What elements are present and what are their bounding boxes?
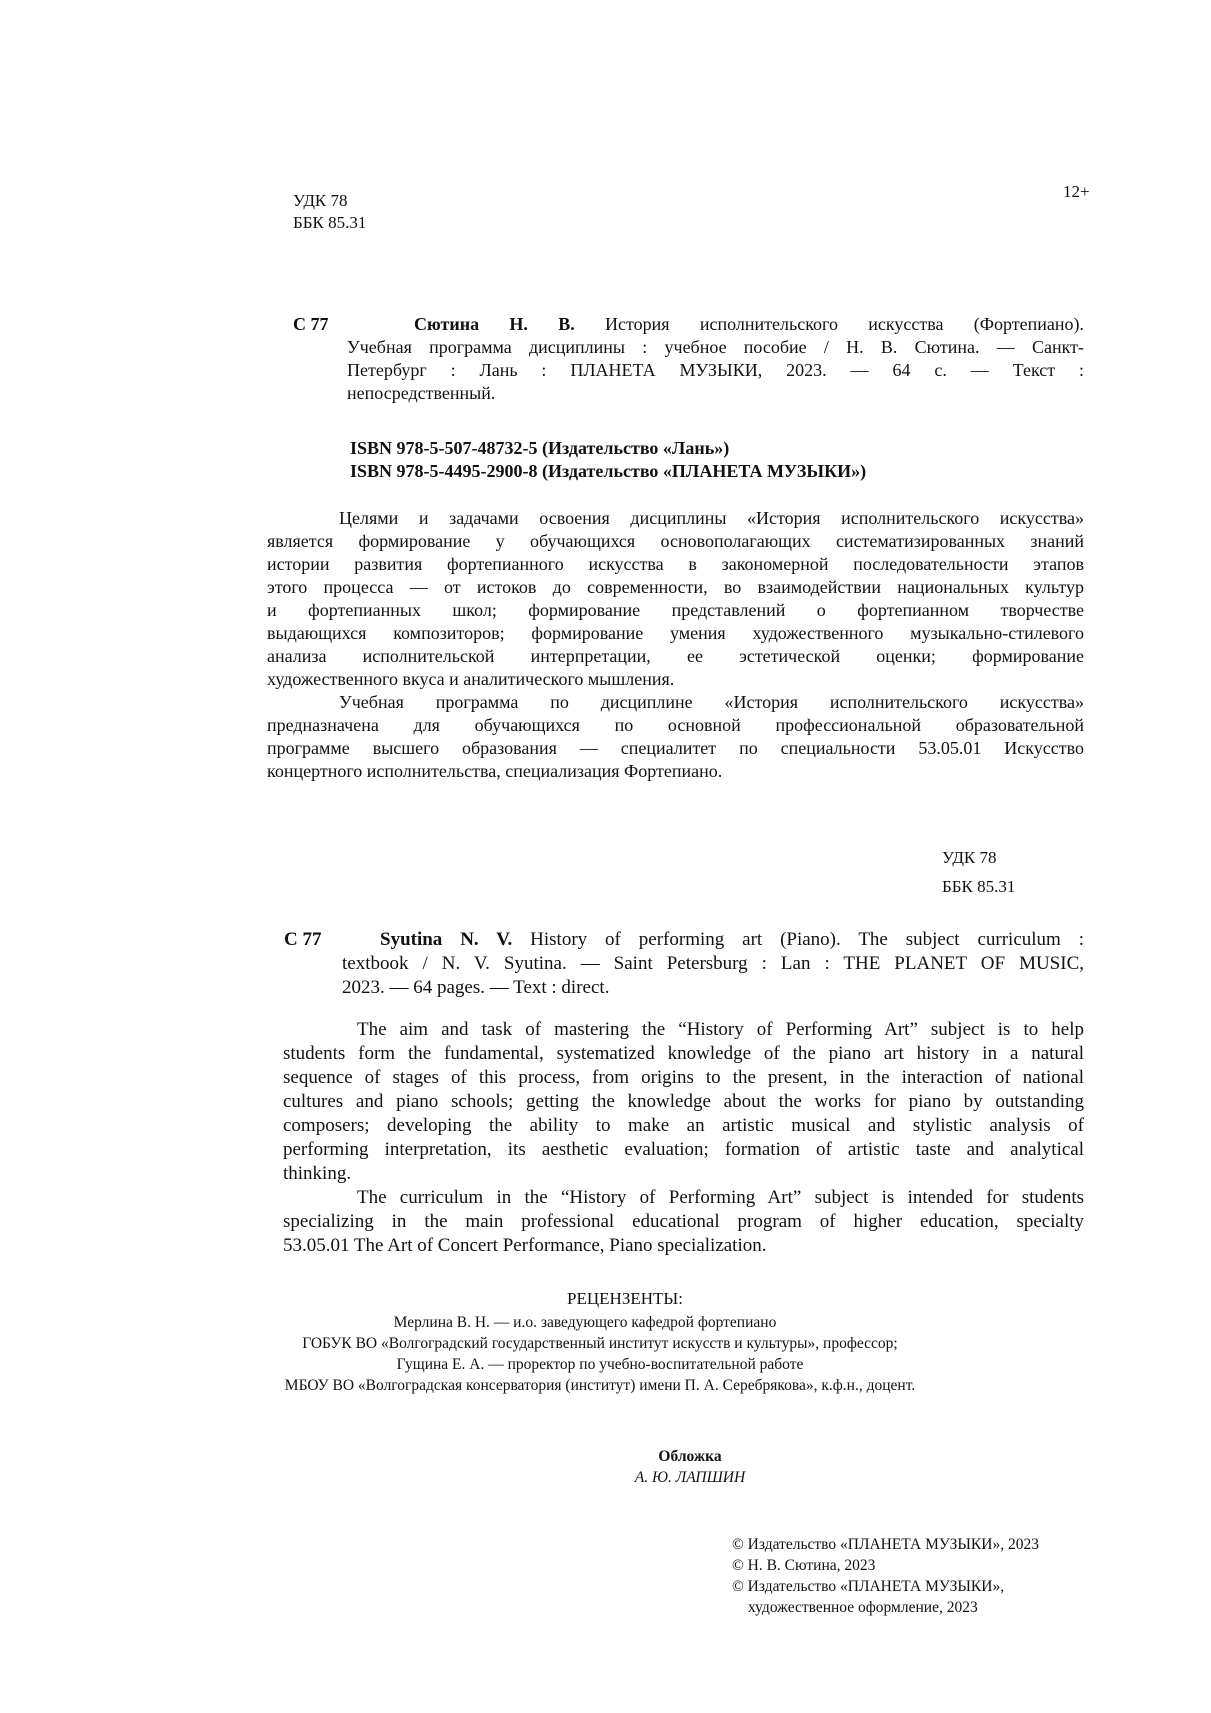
udk-code: УДК 78	[293, 191, 348, 210]
ru-abstract-line: и фортепианных школ; формирование представлений о фортепианном творчестве	[267, 600, 1084, 620]
en-entry-line-1: Syutina N. V. History of performing art (Piano). The subject curriculum :	[380, 929, 1084, 950]
reviewers-list	[150, 1312, 1050, 1396]
en-abstract	[283, 1018, 1084, 1258]
ru-entry-line-4: непосредственный.	[347, 383, 496, 403]
en-abstract-line: thinking.	[283, 1163, 352, 1184]
reviewers-heading: РЕЦЕНЗЕНТЫ:	[567, 1289, 683, 1308]
en-entry-code: С 77	[284, 929, 322, 950]
en-abstract-line: sequence of stages of this process, from origins to the present, in the interaction of national	[283, 1067, 1084, 1088]
ru-abstract-line: концертного исполнительства, специализация Фортепиано.	[267, 761, 723, 781]
en-abstract-line: performing interpretation, its aesthetic evaluation; formation of artistic taste and analytical	[283, 1139, 1084, 1160]
isbn-planet: ISBN 978-5-4495-2900-8 (Издательство «ПЛАНЕТА МУЗЫКИ»)	[350, 461, 867, 481]
reviewer-line: МБОУ ВО «Волгоградская консерватория (институт) имени П. А. Серебрякова», к.ф.н., доцент.	[284, 1377, 916, 1394]
ru-abstract	[267, 507, 1084, 783]
en-bbk-code: ББК 85.31	[942, 877, 1016, 896]
copyright-line: художественное оформление, 2023	[748, 1599, 978, 1616]
ru-abstract-line: является формирование у обучающихся основополагающих систематизированных знаний	[267, 531, 1084, 551]
isbn-lan: ISBN 978-5-507-48732-5 (Издательство «Лань»)	[350, 438, 730, 458]
en-entry-line-2: textbook / N. V. Syutina. — Saint Petersburg : Lan : THE PLANET OF MUSIC,	[342, 953, 1084, 974]
en-abstract-line: The aim and task of mastering the “History of Performing Art” subject is to help	[357, 1019, 1084, 1040]
en-abstract-line: specializing in the main professional educational program of higher education, specialty	[283, 1211, 1084, 1232]
copyright-line: © Н. В. Сютина, 2023	[732, 1557, 876, 1574]
en-abstract-line: cultures and piano schools; getting the knowledge about the works for piano by outstanding	[283, 1091, 1084, 1112]
en-abstract-line: The curriculum in the “History of Performing Art” subject is intended for students	[357, 1187, 1084, 1208]
ru-entry-line-3: Петербург : Лань : ПЛАНЕТА МУЗЫКИ, 2023. — 64 с. — Текст :	[347, 360, 1084, 380]
ru-abstract-line: выдающихся композиторов; формирование умения художественного музыкально-стилевого	[267, 623, 1084, 643]
en-entry-author: Syutina N. V.	[380, 929, 513, 950]
ru-entry-line-2: Учебная программа дисциплины : учебное пособие / Н. В. Сютина. — Санкт-	[347, 337, 1084, 357]
ru-abstract-line: этого процесса — от истоков до современности, во взаимодействии национальных культур	[267, 577, 1084, 597]
ru-abstract-line: анализа исполнительской интерпретации, ее эстетической оценки; формирование	[267, 646, 1084, 666]
ru-entry-line-1: Сютина Н. В. История исполнительского искусства (Фортепиано).	[414, 314, 1084, 334]
reviewer-line: Мерлина В. Н. — и.о. заведующего кафедрой фортепиано	[393, 1314, 777, 1331]
copyright-block	[732, 1534, 1039, 1618]
bbk-code: ББК 85.31	[293, 213, 367, 232]
en-entry-text	[342, 928, 1084, 1000]
copyright-line: © Издательство «ПЛАНЕТА МУЗЫКИ»,	[732, 1578, 1005, 1595]
ru-abstract-line: художественного вкуса и аналитического мышления.	[267, 669, 675, 689]
ru-entry-code: С 77	[293, 314, 329, 334]
en-abstract-line: 53.05.01 The Art of Concert Performance, Piano specialization.	[283, 1235, 767, 1256]
cover-artist: А. Ю. ЛАПШИН	[634, 1469, 746, 1486]
ru-entry-text	[347, 313, 1084, 405]
en-abstract-line: composers; developing the ability to make an artistic musical and stylistic analysis of	[283, 1115, 1084, 1136]
en-abstract-line: students form the fundamental, systematized knowledge of the piano art history in a natural	[283, 1043, 1084, 1064]
ru-entry-author: Сютина Н. В.	[414, 314, 575, 334]
cover-label: Обложка	[658, 1448, 722, 1465]
ru-abstract-line: предназначена для обучающихся по основной профессиональной образовательной	[267, 715, 1084, 735]
classification-block	[293, 190, 366, 234]
ru-abstract-line: Целями и задачами освоения дисциплины «История исполнительского искусства»	[339, 508, 1084, 528]
en-entry-line-3: 2023. — 64 pages. — Text : direct.	[342, 977, 610, 998]
reviewer-line: ГОБУК ВО «Волгоградский государственный институт искусств и культуры», профессор;	[302, 1335, 898, 1352]
ru-abstract-line: программе высшего образования — специалитет по специальности 53.05.01 Искусство	[267, 738, 1084, 758]
age-rating: 12+	[1063, 182, 1090, 201]
reviewer-line: Гущина Е. А. — проректор по учебно-воспитательной работе	[396, 1356, 804, 1373]
copyright-line: © Издательство «ПЛАНЕТА МУЗЫКИ», 2023	[732, 1536, 1039, 1553]
ru-abstract-line: истории развития фортепианного искусства в закономерной последовательности этапов	[267, 554, 1084, 574]
isbn-block	[350, 437, 866, 483]
en-udk-code: УДК 78	[942, 848, 997, 867]
ru-abstract-line: Учебная программа по дисциплине «История исполнительского искусства»	[339, 692, 1084, 712]
